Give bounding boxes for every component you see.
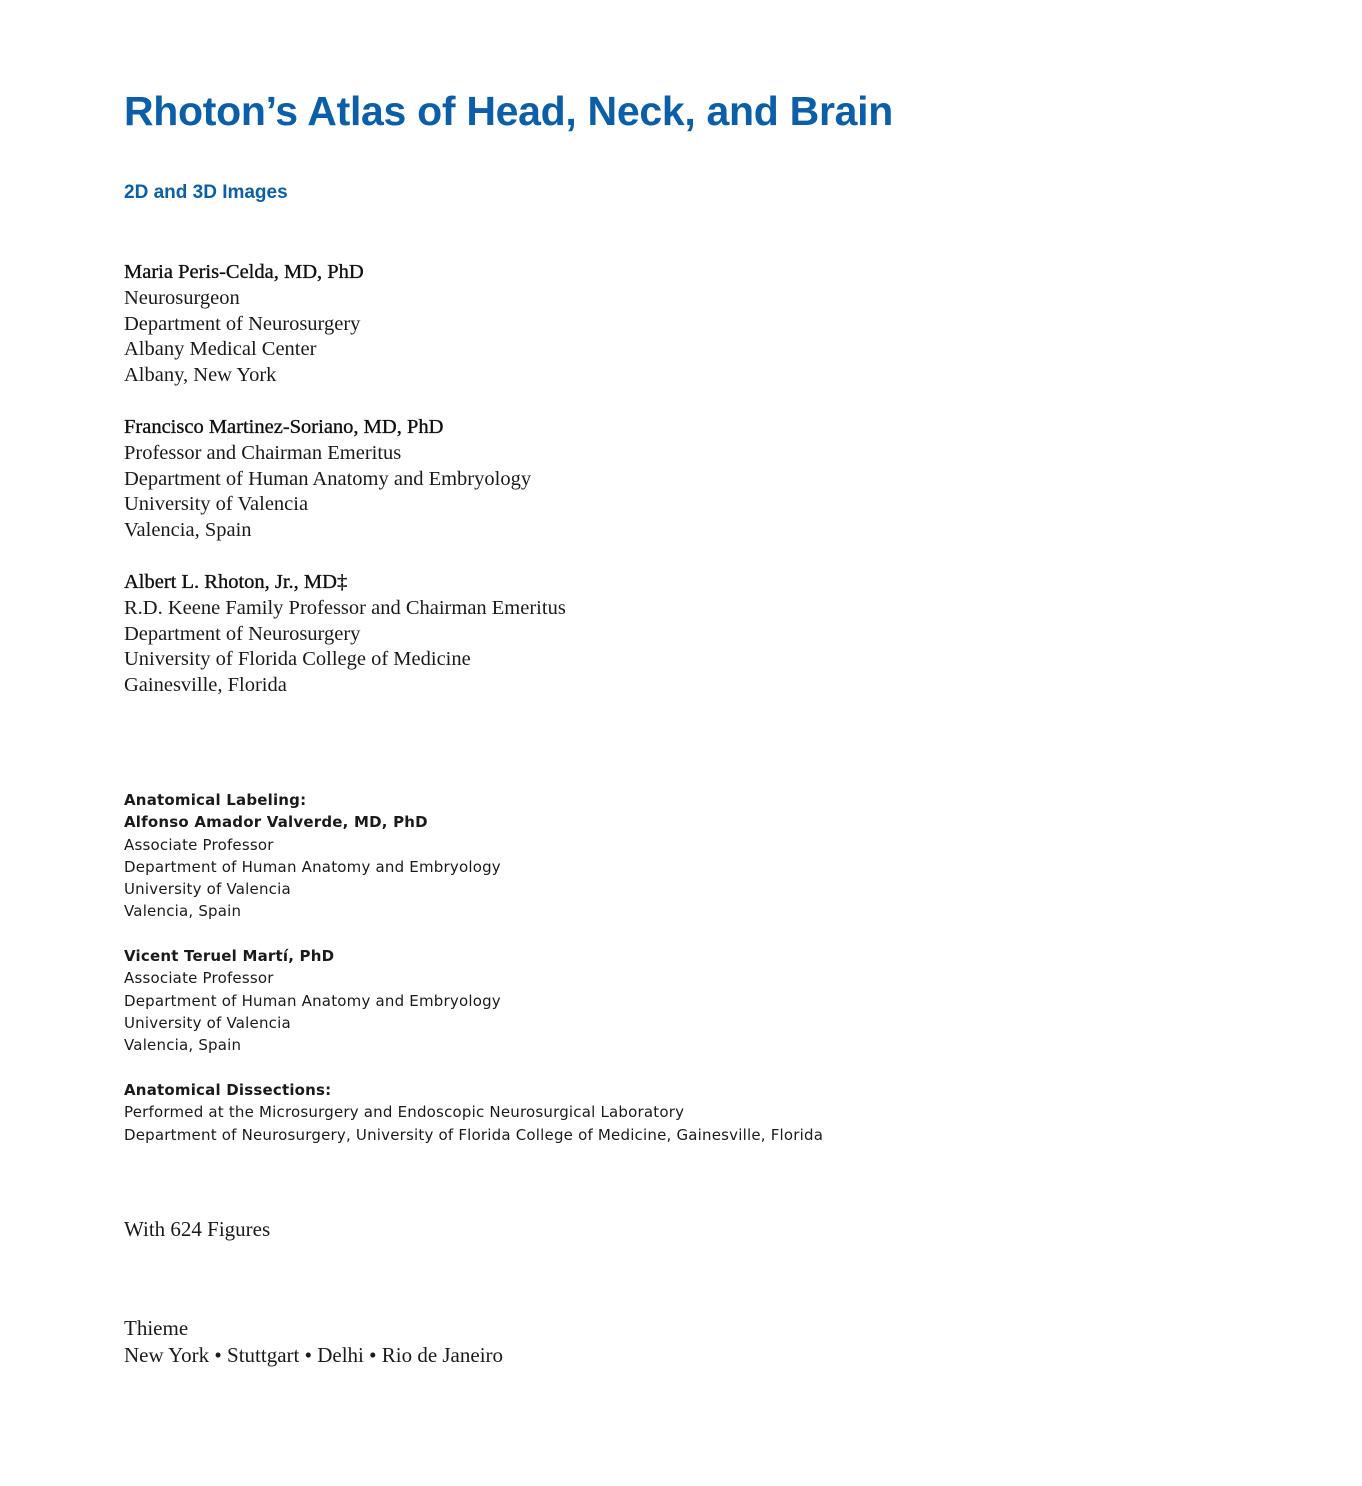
contributor-affiliation: Associate Professor	[124, 969, 274, 988]
dissections-section	[124, 1079, 823, 1146]
author-name: Maria Peris-Celda, MD, PhD	[124, 261, 364, 283]
author-affiliation: Department of Neurosurgery	[124, 622, 361, 645]
author-affiliation: Gainesville, Florida	[124, 674, 287, 697]
labeling-contributor	[124, 945, 501, 1056]
section-heading: Anatomical Dissections:	[124, 1081, 332, 1099]
author-affiliation: Professor and Chairman Emeritus	[124, 441, 402, 464]
publisher-name: Thieme	[124, 1316, 189, 1340]
author-affiliation: Department of Human Anatomy and Embryology	[124, 467, 532, 490]
contributor-affiliation: University of Valencia	[124, 1013, 291, 1032]
contributor-affiliation: Valencia, Spain	[124, 1036, 242, 1055]
publisher-locations: New York • Stuttgart • Delhi • Rio de Janeiro	[124, 1343, 504, 1367]
contributor-affiliation: Associate Professor	[124, 835, 274, 854]
labeling-section	[124, 789, 501, 923]
book-subtitle: 2D and 3D Images	[124, 182, 288, 203]
author-affiliation: Neurosurgeon	[124, 286, 240, 309]
dissections-text: Performed at the Microsurgery and Endoscopic Neurosurgical Laboratory	[124, 1103, 685, 1122]
author-block	[124, 260, 364, 389]
contributor-name: Alfonso Amador Valverde, MD, PhD	[124, 813, 428, 832]
author-block	[124, 570, 566, 699]
section-heading: Anatomical Labeling:	[124, 791, 307, 809]
contributor-affiliation: Valencia, Spain	[124, 902, 242, 921]
author-affiliation: University of Florida College of Medicine	[124, 648, 471, 671]
publisher-block	[124, 1315, 503, 1369]
author-affiliation: Department of Neurosurgery	[124, 312, 361, 335]
author-affiliation: University of Valencia	[124, 493, 309, 516]
figures-count: With 624 Figures	[124, 1217, 271, 1241]
dissections-text: Department of Neurosurgery, University of Florida College of Medicine, Gainesville, Florida	[124, 1125, 824, 1144]
author-affiliation: Albany Medical Center	[124, 338, 317, 361]
author-block	[124, 415, 531, 544]
book-title: Rhoton’s Atlas of Head, Neck, and Brain	[124, 88, 893, 134]
author-affiliation: Valencia, Spain	[124, 519, 252, 542]
author-name: Albert L. Rhoton, Jr., MD‡	[124, 571, 348, 593]
author-affiliation: R.D. Keene Family Professor and Chairman Emeritus	[124, 596, 566, 619]
author-affiliation: Albany, New York	[124, 364, 277, 387]
contributor-name: Vicent Teruel Martí, PhD	[124, 947, 335, 965]
author-name: Francisco Martinez-Soriano, MD, PhD	[124, 416, 444, 438]
contributor-affiliation: Department of Human Anatomy and Embryology	[124, 857, 501, 876]
contributor-affiliation: Department of Human Anatomy and Embryology	[124, 991, 501, 1010]
contributor-affiliation: University of Valencia	[124, 880, 291, 899]
